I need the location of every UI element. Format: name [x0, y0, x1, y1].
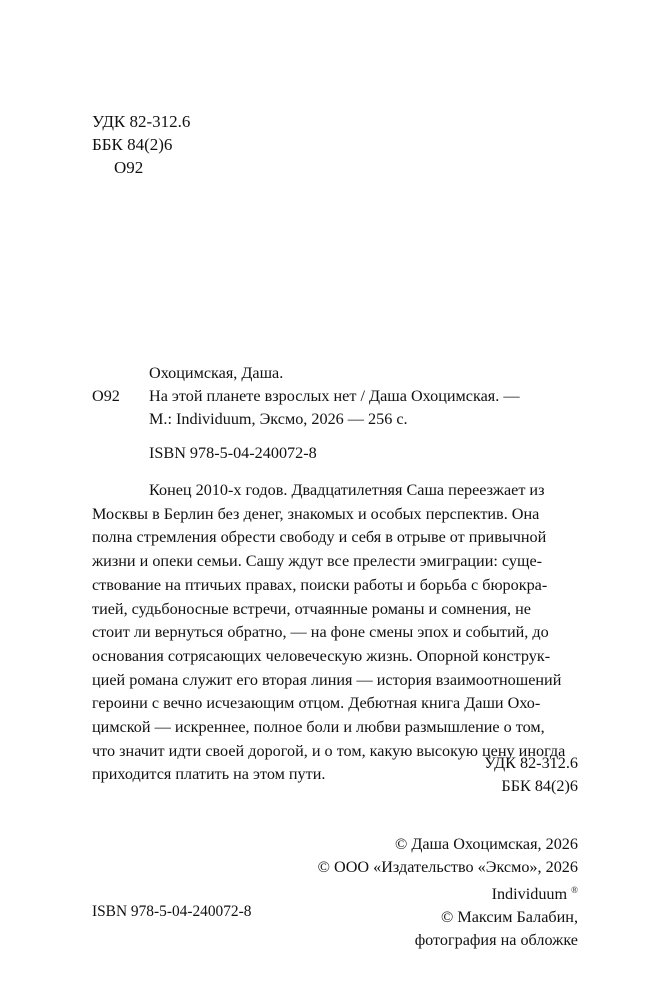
- header-bbk: ББК 84(2)6: [92, 135, 173, 154]
- imprint-mark: ®: [571, 885, 578, 895]
- copyright-block: [318, 833, 578, 952]
- copyright-photo-credit: © Максим Балабин,: [440, 908, 578, 926]
- annotation-line: тией, судьбоносные встречи, отчаянные романы и сомнения, не: [92, 599, 531, 618]
- annotation-line: Москвы в Берлин без денег, знакомых и особых перспектив. Она: [92, 504, 540, 523]
- annotation-line: стоит ли вернуться обратно, — на фоне смены эпох и событий, до: [92, 623, 549, 642]
- header-author-code: О92: [114, 158, 144, 177]
- annotation-line: основания сотрясающих человеческую жизнь. Опорной конструк-: [92, 646, 551, 665]
- annotation-line: цимской — искреннее, полное боли и любви размышление о том,: [92, 718, 545, 737]
- catalog-title-line: На этой планете взрослых нет / Даша Охоцимская. —: [149, 387, 520, 405]
- annotation-line: героини с вечно исчезающим отцом. Дебютная книга Даши Охо-: [92, 694, 541, 713]
- annotation-line: Конец 2010-х годов. Двадцатилетняя Саша переезжает из: [149, 481, 545, 499]
- catalog-code: О92: [92, 387, 120, 405]
- annotation-line: цией романа служит его вторая линия — история взаимоотношений: [92, 670, 562, 689]
- copyright-imprint: [318, 879, 578, 906]
- annotation-line: ствование на птичьих правах, поиски работы и борьба с бюрокра-: [92, 575, 548, 594]
- copyright-publisher: © ООО «Издательство «Эксмо», 2026: [317, 858, 578, 876]
- copyright-author: © Даша Охоцимская, 2026: [394, 835, 578, 853]
- isbn-bottom: ISBN 978-5-04-240072-8: [92, 903, 252, 920]
- header-udk: УДК 82-312.6: [92, 112, 191, 131]
- annotation-paragraph: [92, 479, 578, 787]
- catalog-isbn: ISBN 978-5-04-240072-8: [149, 444, 317, 462]
- annotation-line: приходится платить на этом пути.: [92, 765, 326, 784]
- annotation-line: полна стремления обрести свободу и себя в отрыве от привычной: [92, 528, 547, 547]
- classification-bbk: ББК 84(2)6: [501, 777, 578, 795]
- imprint-name: Individuum: [491, 885, 568, 903]
- annotation-line: жизни и опеки семьи. Сашу ждут все прелести эмиграции: суще-: [92, 552, 543, 571]
- catalog-publisher-line: М.: Individuum, Эксмо, 2026 — 256 с.: [149, 410, 408, 428]
- catalog-author: Охоцимская, Даша.: [149, 364, 284, 382]
- annotation-line: что значит идти своей дорогой, и о том, какую высокую цену иногда: [92, 741, 566, 760]
- classification-udk: УДК 82-312.6: [484, 754, 578, 772]
- copyright-photo-note: фотография на обложке: [414, 931, 578, 949]
